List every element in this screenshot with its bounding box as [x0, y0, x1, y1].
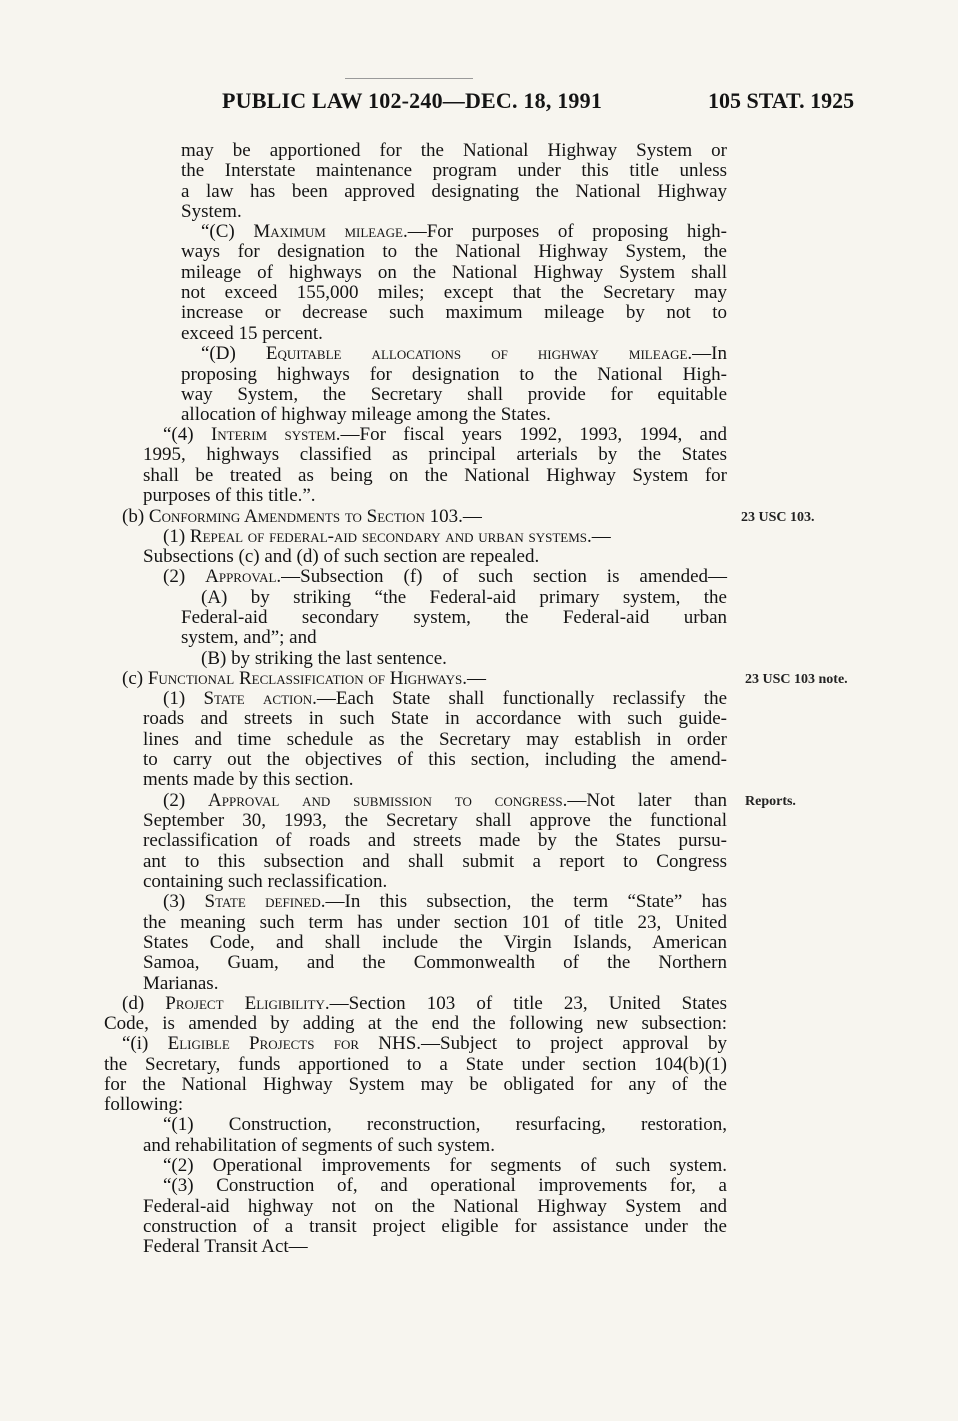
- text-line: shall be treated as being on the National Highway System for: [143, 465, 727, 486]
- text-line: Federal Transit Act—: [143, 1236, 308, 1257]
- text-line: system, and”; and: [181, 627, 317, 648]
- text-line: Federal-aid highway not on the National Highway System and: [143, 1196, 727, 1217]
- text-line: “(3) Construction of, and operational improvements for, a: [163, 1175, 727, 1196]
- page-number: 105 STAT. 1925: [708, 88, 855, 113]
- text-line: (B) by striking the last sentence.: [201, 648, 447, 669]
- text-line: Marianas.: [143, 973, 219, 994]
- header-rule: [345, 78, 473, 79]
- text-line: a law has been approved designating the National Highway: [181, 181, 727, 202]
- text-line: ant to this subsection and shall submit a report to Congress: [143, 851, 727, 872]
- margin-note-usc-note: 23 USC 103 note.: [745, 672, 848, 687]
- subsection-heading-line: “(i) Eligible Projects for NHS.—Subject to project approval by: [122, 1033, 728, 1054]
- subsection-heading-line: (1) Repeal of federal-aid secondary and urban systems.—: [163, 526, 611, 547]
- text-line: the Interstate maintenance program under this title unless: [181, 160, 727, 181]
- text-line: Code, is amended by adding at the end the following new subsection:: [104, 1013, 727, 1034]
- text-line: reclassification of roads and streets made by the States pursu-: [143, 830, 727, 851]
- text-line: States Code, and shall include the Virgin Islands, American: [143, 932, 727, 953]
- text-line: Federal-aid secondary system, the Federal-aid urban: [181, 607, 727, 628]
- text-line: exceed 15 percent.: [181, 323, 323, 344]
- running-header-title: PUBLIC LAW 102-240—DEC. 18, 1991: [222, 88, 603, 113]
- subsection-heading-line: “(C) Maximum mileage.—For purposes of proposing high-: [201, 221, 727, 242]
- text-line: (A) by striking “the Federal-aid primary system, the: [201, 587, 727, 608]
- text-line: Samoa, Guam, and the Commonwealth of the Northern: [143, 952, 727, 973]
- text-line: lines and time schedule as the Secretary may establish in order: [143, 729, 727, 750]
- text-line: “(1) Construction, reconstruction, resurfacing, restoration,: [163, 1114, 727, 1135]
- text-line: not exceed 155,000 miles; except that the Secretary may: [181, 282, 727, 303]
- text-line: the meaning such term has under section 101 of title 23, United: [143, 912, 727, 933]
- text-line: increase or decrease such maximum mileage by not to: [181, 302, 727, 323]
- text-line: purposes of this title.”.: [143, 485, 316, 506]
- text-line: ments made by this section.: [143, 769, 354, 790]
- text-line: allocation of highway mileage among the States.: [181, 404, 551, 425]
- text-line: mileage of highways on the National Highway System shall: [181, 262, 727, 283]
- text-line: proposing highways for designation to the National High-: [181, 364, 727, 385]
- text-line: and rehabilitation of segments of such system.: [143, 1135, 495, 1156]
- subsection-heading-line: (2) Approval and submission to congress.—Not later than: [163, 790, 727, 811]
- subsection-heading-line: “(D) Equitable allocations of highway mileage.—In: [201, 343, 727, 364]
- text-line: for the National Highway System may be obligated for any of the: [104, 1074, 727, 1095]
- text-line: roads and streets in such State in accordance with such guide-: [143, 708, 727, 729]
- text-line: the Secretary, funds apportioned to a State under section 104(b)(1): [104, 1054, 727, 1075]
- text-line: 1995, highways classified as principal arterials by the States: [143, 444, 727, 465]
- text-line: may be apportioned for the National Highway System or: [181, 140, 727, 161]
- text-line: way System, the Secretary shall provide for equitable: [181, 384, 727, 405]
- subsection-heading-line: (2) Approval.—Subsection (f) of such section is amended—: [163, 566, 728, 587]
- margin-note-reports: Reports.: [745, 794, 796, 809]
- margin-note-usc: 23 USC 103.: [741, 510, 815, 525]
- text-line: containing such reclassification.: [143, 871, 388, 892]
- section-heading-line: (c) Functional Reclassification of Highways.—: [122, 668, 486, 689]
- text-line: ways for designation to the National Highway System, the: [181, 241, 727, 262]
- text-line: System.: [181, 201, 242, 222]
- subsection-heading-line: (1) State action.—Each State shall functionally reclassify the: [163, 688, 728, 709]
- text-line: Subsections (c) and (d) of such section are repealed.: [143, 546, 540, 567]
- section-heading-line: (b) Conforming Amendments to Section 103.—: [122, 506, 482, 527]
- subsection-heading-line: “(4) Interim system.—For fiscal years 1992, 1993, 1994, and: [163, 424, 727, 445]
- text-line: September 30, 1993, the Secretary shall approve the functional: [143, 810, 727, 831]
- section-heading-line: (d) Project Eligibility.—Section 103 of title 23, United States: [122, 993, 728, 1014]
- text-line: “(2) Operational improvements for segments of such system.: [163, 1155, 727, 1176]
- subsection-heading-line: (3) State defined.—In this subsection, the term “State” has: [163, 891, 727, 912]
- text-line: construction of a transit project eligible for assistance under the: [143, 1216, 727, 1237]
- text-line: following:: [104, 1094, 184, 1115]
- text-line: to carry out the objectives of this section, including the amend-: [143, 749, 727, 770]
